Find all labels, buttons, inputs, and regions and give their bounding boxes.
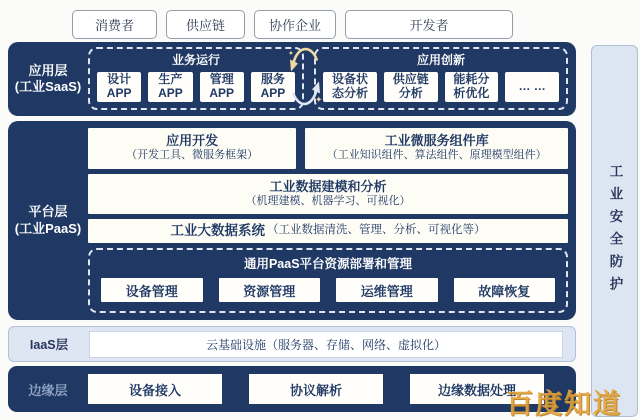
app-dev-box <box>88 128 296 169</box>
management-app-card: 管理 APP <box>200 72 244 102</box>
industrial-security-panel <box>591 45 638 417</box>
service-app-card: 服务 APP <box>251 72 295 102</box>
edge-layer <box>8 366 576 412</box>
microservice-lib-title: 工业微服务组件库 <box>384 133 489 149</box>
data-modeling-subtitle: （机理建模、机器学习、可视化） <box>245 194 411 207</box>
production-app-card: 生产 APP <box>148 72 192 102</box>
actor-partner-enterprise: 协作企业 <box>254 10 336 39</box>
business-operation-title: 业务运行 <box>172 53 221 67</box>
big-data-title: 工业大数据系统 <box>170 223 265 239</box>
paas-resource-boxes <box>101 278 555 302</box>
device-status-analysis-card: 设备状 态分析 <box>323 72 377 102</box>
application-innovation-title: 应用创新 <box>417 53 466 67</box>
supply-chain-analysis-card: 供应链 分析 <box>384 72 438 102</box>
ellipsis-card: … … <box>505 72 559 102</box>
svg-text:✦: ✦ <box>315 94 323 105</box>
actor-consumer: 消费者 <box>72 10 157 39</box>
innovation-cards <box>323 72 559 102</box>
actor-supply-chain: 供应链 <box>166 10 245 39</box>
paas-resource-group <box>88 248 568 313</box>
device-access-box: 设备接入 <box>88 374 222 404</box>
ops-management-box: 运维管理 <box>336 278 438 302</box>
device-management-box: 设备管理 <box>101 278 203 302</box>
application-layer <box>8 42 576 116</box>
energy-optimization-card: 能耗分 析优化 <box>445 72 499 102</box>
protocol-parsing-box: 协议解析 <box>249 374 383 404</box>
actor-developer: 开发者 <box>345 10 513 39</box>
microservice-lib-subtitle: （工业知识组件、算法组件、原理模型组件） <box>326 149 547 162</box>
paas-resource-title: 通用PaaS平台资源部署和管理 <box>243 257 413 271</box>
baidu-zhidao-watermark: 百度知道 <box>506 389 622 419</box>
resource-management-box: 资源管理 <box>219 278 321 302</box>
edge-layer-boxes <box>88 374 544 404</box>
iaas-layer <box>8 326 576 362</box>
big-data-box <box>88 219 568 243</box>
app-dev-title: 应用开发 <box>166 133 219 149</box>
design-app-card: 设计 APP <box>97 72 141 102</box>
platform-layer-content <box>88 121 576 320</box>
data-modeling-title: 工业数据建模和分析 <box>269 178 387 194</box>
business-app-cards <box>97 72 295 102</box>
cycle-arrows-icon <box>287 48 323 111</box>
business-operation-group <box>88 47 304 110</box>
app-dev-subtitle: （开发工具、微服务框架） <box>126 149 259 162</box>
svg-text:✦: ✦ <box>288 50 294 58</box>
platform-layer-label: 平台层 (工业PaaS) <box>14 204 82 236</box>
cloud-infrastructure-box: 云基础设施（服务器、存储、网络、虚拟化） <box>89 331 563 358</box>
edge-layer-label: 边缘层 <box>28 382 68 398</box>
application-layer-groups <box>88 42 576 116</box>
big-data-subtitle: （工业数据清洗、管理、分析、可视化等） <box>267 224 486 237</box>
iaas-layer-label: IaaS层 <box>29 338 69 352</box>
platform-layer <box>8 121 576 320</box>
application-layer-label: 应用层 (工业SaaS) <box>14 62 82 94</box>
data-modeling-box <box>88 174 568 214</box>
application-innovation-group <box>314 47 568 110</box>
edge-data-processing-box: 边缘数据处理 <box>410 374 544 404</box>
industrial-security-label: 工业安全防护 <box>607 163 623 299</box>
fault-recovery-box: 故障恢复 <box>454 278 556 302</box>
microservice-lib-box <box>305 128 568 169</box>
top-actors-row <box>72 10 513 39</box>
